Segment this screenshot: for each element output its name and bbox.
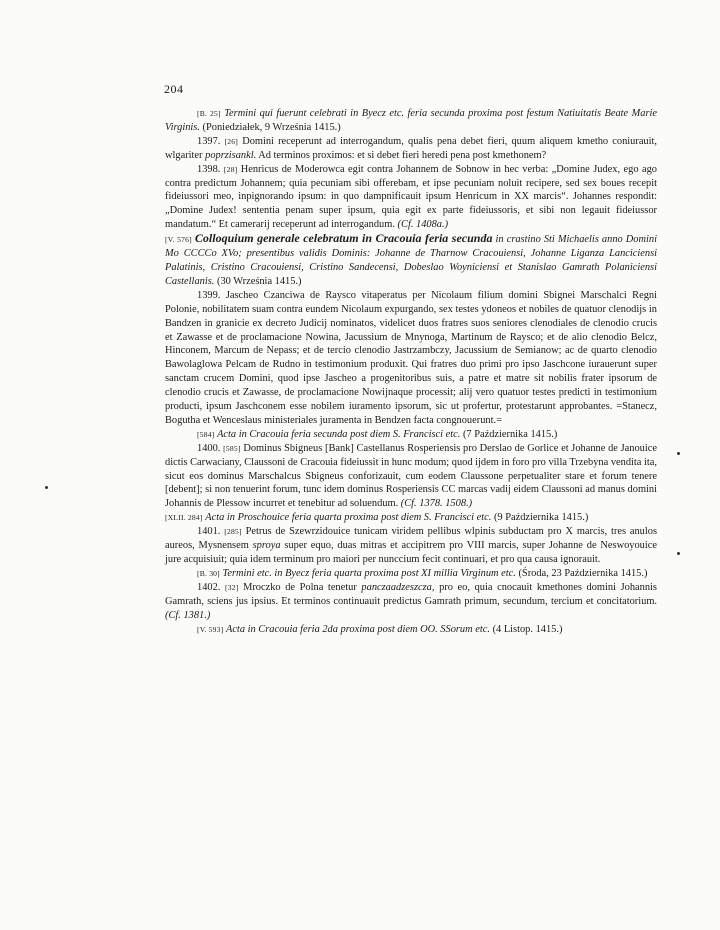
- heading-italic: in crastino Sti Michaelis anno Domini Mo CCCCo XVo; presentibus validis Dominis: Johanne de Tharnow Cracouiensi, Johanne Liganza Lanciciensi Palatinis, Cristino Cracouiensi, Cristino Sandecensi, Dobeslao Woyniciensi et Stanislao Gamrath Polaniciensi Castellanis.: [165, 234, 657, 287]
- entry-text: Mroczko de Polna tenetur: [243, 581, 357, 593]
- entry-number: 1400.: [197, 442, 221, 454]
- heading-date: (30 Września 1415.): [216, 275, 302, 287]
- source-ref: [XLII. 284]: [165, 513, 203, 523]
- heading-date: (7 Października 1415.): [462, 428, 558, 440]
- entry-text: super equo, duas mitras et accipitrem pro VIII marcis, super Johanne de Neswoyouice jure acquisiuit; quia idem terminum pro maiori per nunccium fecit continuari, et pro qua causa ignorauit.: [165, 540, 657, 565]
- page-number: 204: [164, 82, 184, 96]
- margin-speck: [45, 486, 48, 489]
- cross-reference: (Cf. 1408a.): [397, 219, 449, 231]
- source-ref: [585]: [223, 443, 241, 453]
- entry-text: Henricus de Moderowca egit contra Johannem de Sobnow in hec verba: „Domine Judex, ego ago contra predictum Johannem; quia pecuniam sibi offerebam, et ipse pecuniam noluit recipere, sed sex boues recepit fideiussori meo, inpignorando ipsum: in quo dampnificauit ipsum Henricum in XX marcis“. Johannes respondit: „Domine Judex! sententia penam super ipsum, quia egit ex parte fideiussoris, et sibi non legauit fideiussor mandatum.“ Et camerarij receperunt ad interrogandum.: [165, 163, 657, 231]
- heading-date: (Poniedziałek, 9 Września 1415.): [202, 121, 341, 133]
- heading-italic: Termini qui fuerunt celebrati in Byecz etc. feria secunda proxima post festum Natiuitatis Beate Marie Virginis.: [165, 108, 657, 133]
- entry-text: Jascheo Czanciwa de Raysco vitaperatus per Nicolaum filium domini Sbignei Marschalci Regni Polonie, nobilitatem suam contra eundem Nicolaum expurgando, sex testes ydoneos et nobiles de quatuor clenodijs in Bandzen in granicie ex decreto Judicij nominatos, videlicet duos fratres suos seniores clenodiales de clenodio crucis et Zawasse et de proclamacione Nowina, Jacussium de Mnynoga, Martinum de Raysco; et de alio clenodio Belcz, Hinconem, Marcum de Nepass; et de tercio clenodio Jastrzambczy, Jacussium de Semianow; ac de quarto clenodio Bawolaglowa Pelcam de Rudno in testimonium produxit. Qui fratres duo primi pro ipso Jaschcone iurauerunt super sanctam crucem Domini, quod ipse Jascheo a progenitoribus suis, a patre et matre sit nobilis frater ipsorum de clenodio crucis et Zawasse, de proclamacione Nowijnaque processit; alij vero quatuor testes predicti in testimonium producti, ipsum Jaschconem esse nobilem iuramento ipsorum, sic ut profertur, protestarunt approbantes. =Stanecz, Bogutha et Wenceslaus ministeriales juramenta in Bendzen facta congnouerunt.=: [165, 289, 657, 426]
- heading-v576: [165, 232, 657, 289]
- source-ref: [V. 593]: [197, 624, 224, 634]
- heading-italic: Termini etc. in Byecz feria quarta proxima post XI millia Virginum etc.: [222, 567, 516, 579]
- source-ref: [26]: [224, 136, 239, 146]
- entry-italic: panczaadzeszcza,: [361, 581, 435, 593]
- heading-date: (4 Listop. 1415.): [492, 623, 563, 635]
- heading-italic: Acta in Proschouice feria quarta proxima post diem S. Francisci etc.: [205, 512, 492, 524]
- heading-date: (Środa, 23 Października 1415.): [518, 567, 648, 579]
- entry-number: 1397.: [197, 135, 221, 147]
- heading-xlii-284: [165, 511, 657, 525]
- entry-1401: [165, 525, 657, 567]
- margin-speck: [677, 552, 680, 555]
- heading-584: [165, 428, 657, 442]
- heading-b30: [165, 567, 657, 581]
- source-ref: [32]: [225, 582, 239, 592]
- entry-1402: [165, 581, 657, 623]
- source-ref: [285]: [224, 527, 242, 537]
- heading-date: (9 Października 1415.): [493, 512, 589, 524]
- margin-speck: [677, 452, 680, 455]
- heading-bold: Colloquium generale celebratum in Cracouia feria secunda: [194, 231, 493, 246]
- cross-reference: (Cf. 1381.): [165, 609, 211, 621]
- entry-text: Dominus Sbigneus [Bank] Castellanus Rosperiensis pro Derslao de Gorlice et Johanne de Janouice dictis Carwaciany, Claussoni de Cracouia fideiussit in hunc modum; quod ijdem in foro pro villa Trzebyna vendita ita, sicut eos dominus Marschalcus Sbigneus conforizauit, cum eodem Claussone perpetualiter stare et forum tenere [debent]; si non tenuerint forum, tunc idem dominus Rosperiensis CC marcas vadij eidem Claussoni ad manus domini Johannis de Plessow incurret et tenebitur ad soluendum.: [165, 442, 657, 510]
- source-ref: [V. 576]: [165, 235, 192, 245]
- source-ref: [B. 25]: [197, 109, 221, 118]
- text-column: [165, 107, 657, 636]
- entry-number: 1398.: [197, 163, 221, 175]
- entry-italic: sproya: [252, 540, 281, 552]
- entry-number: 1399.: [197, 289, 221, 301]
- heading-v593: [165, 623, 657, 637]
- cross-reference: (Cf. 1378. 1508.): [400, 498, 473, 510]
- source-ref: [28]: [223, 164, 238, 174]
- entry-1400: [165, 442, 657, 512]
- heading-italic: Acta in Cracouia feria 2da proxima post diem OO. SSorum etc.: [225, 623, 490, 635]
- entry-number: 1401.: [197, 526, 221, 538]
- entry-italic: poprzisankl.: [205, 149, 257, 161]
- entry-number: 1402.: [197, 581, 221, 593]
- entry-1397: [165, 135, 657, 163]
- entry-1398: [165, 163, 657, 233]
- entry-text: Ad terminos proximos: et si debet fieri heredi pena post kmethonem?: [258, 149, 547, 161]
- entry-1399: [165, 289, 657, 428]
- source-ref: [B. 30]: [197, 568, 220, 578]
- heading-italic: Acta in Cracouia feria secunda post diem S. Francisci etc.: [217, 428, 461, 440]
- source-ref: [584]: [197, 429, 215, 439]
- heading-b25: [165, 107, 657, 135]
- entry-text: Domini receperunt ad interrogandum, qualis pena debet fieri, quum aliquem kmetho coniurauit, wlgariter: [165, 135, 657, 161]
- entry-text: Petrus de Szewrzidouice tunicam viridem pellibus wlpinis subductam pro X marcis, tres anulos aureos, Mysnensem: [165, 526, 657, 552]
- entry-text: pro eo, quia cnocauit kmethones domini Johannis Gamrath, sciens jus ipsius. Et terminos continuauit predictus Gamrath primum, secundum, tercium et concitatorium.: [165, 581, 657, 607]
